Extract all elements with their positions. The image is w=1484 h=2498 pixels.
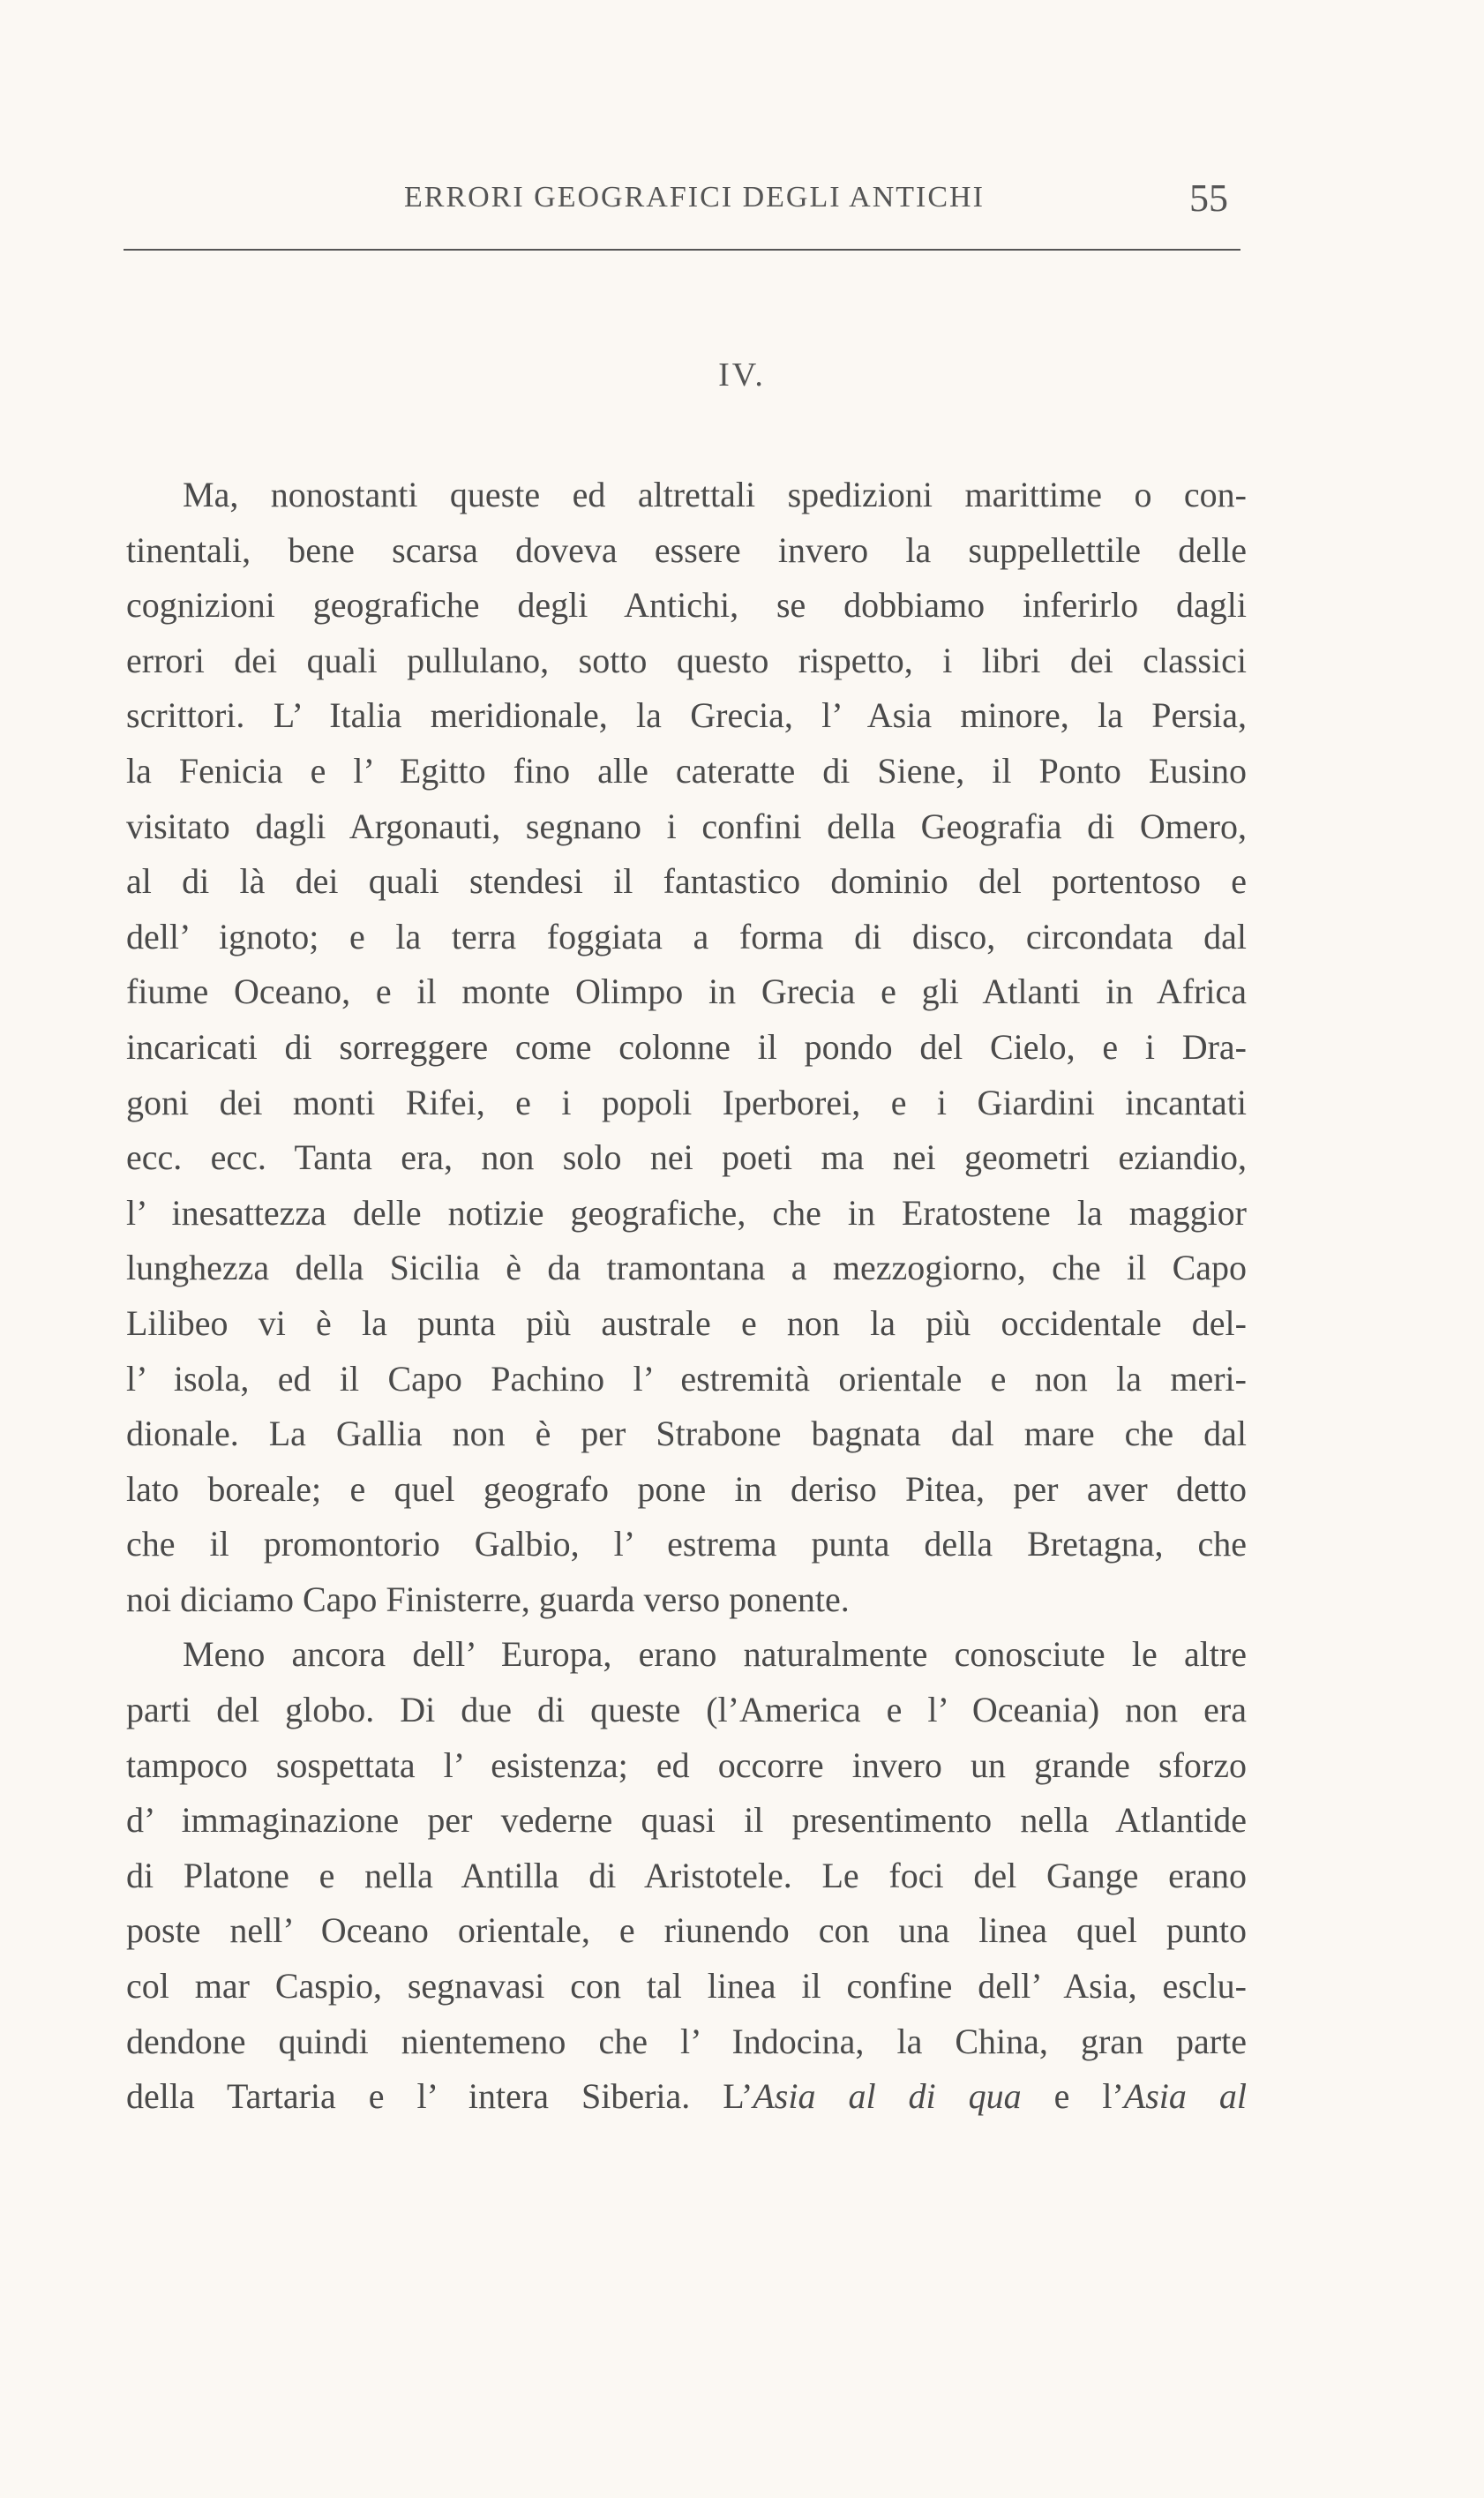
text-line: al di là dei quali stendesi il fantastico dominio del portentoso e [126, 861, 1247, 902]
text-line: Lilibeo vi è la punta più australe e non la più occidentale del- [126, 1302, 1247, 1343]
header-rule [124, 249, 1240, 251]
text-line: ecc. ecc. Tanta era, non solo nei poeti ma nei geometri eziandio, [126, 1137, 1247, 1178]
text-line: incaricati di sorreggere come colonne il pondo del Cielo, e i Dra- [126, 1026, 1247, 1067]
text-line: col mar Caspio, segnavasi con tal linea il confine dell’ Asia, esclu- [126, 1966, 1247, 2007]
text-line: d’ immaginazione per vederne quasi il presentimento nella Atlantide [126, 1800, 1247, 1841]
text-line: Ma, nonostanti queste ed altrettali spedizioni marittime o con- [183, 475, 1247, 514]
page-number: 55 [1189, 176, 1228, 220]
text-line: errori dei quali pullulano, sotto questo rispetto, i libri dei classici [126, 640, 1247, 680]
text-line: fiume Oceano, e il monte Olimpo in Grecia e gli Atlanti in Africa [126, 971, 1247, 1012]
text-line: poste nell’ Oceano orientale, e riunendo con una linea quel punto [126, 1910, 1247, 1951]
text-line-final [126, 2069, 1247, 2125]
final-line-middle: e l’ [1021, 2076, 1124, 2117]
text-line: scrittori. L’ Italia meridionale, la Grecia, l’ Asia minore, la Persia, [126, 695, 1247, 736]
final-line-roman: della Tartaria e l’ intera Siberia. L’ [126, 2076, 753, 2117]
text-line: noi diciamo Capo Finisterre, guarda verso ponente. [126, 1579, 850, 1619]
text-line: dionale. La Gallia non è per Strabone bagnata dal mare che dal [126, 1414, 1247, 1454]
text-line: visitato dagli Argonauti, segnano i confini della Geografia di Omero, [126, 806, 1247, 846]
section-number: IV. [718, 356, 766, 394]
text-line: parti del globo. Di due di queste (l’America e l’ Oceania) non era [126, 1690, 1247, 1730]
final-line-italic-1: Asia al di qua [753, 2076, 1022, 2117]
text-line: che il promontorio Galbio, l’ estrema punta della Bretagna, che [126, 1524, 1247, 1564]
body-text [126, 468, 1247, 2125]
text-line: di Platone e nella Antilla di Aristotele. Le foci del Gange erano [126, 1855, 1247, 1895]
running-head [124, 176, 1244, 234]
paragraph-1 [126, 468, 1247, 1627]
text-line: lato boreale; e quel geografo pone in deriso Pitea, per aver detto [126, 1468, 1247, 1509]
text-line: lunghezza della Sicilia è da tramontana a mezzogiorno, che il Capo [126, 1248, 1247, 1288]
text-line: dell’ ignoto; e la terra foggiata a forma di disco, circondata dal [126, 916, 1247, 956]
text-line: goni dei monti Rifei, e i popoli Iperborei, e i Giardini incantati [126, 1082, 1247, 1122]
final-line-italic-2: Asia al [1123, 2076, 1247, 2117]
text-line: l’ inesattezza delle notizie geografiche, che in Eratostene la maggior [126, 1192, 1247, 1233]
text-line: tampoco sospettata l’ esistenza; ed occorre invero un grande sforzo [126, 1744, 1247, 1785]
text-line: la Fenicia e l’ Egitto fino alle cateratte di Siene, il Ponto Eusino [126, 750, 1247, 791]
text-line: cognizioni geografiche degli Antichi, se dobbiamo inferirlo dagli [126, 585, 1247, 626]
running-title: ERRORI GEOGRAFICI DEGLI ANTICHI [404, 181, 985, 214]
text-line: tinentali, bene scarsa doveva essere invero la suppellettile delle [126, 529, 1247, 570]
paragraph-2 [126, 1627, 1247, 2069]
text-line: l’ isola, ed il Capo Pachino l’ estremità orientale e non la meri- [126, 1358, 1247, 1399]
text-line: dendone quindi nientemeno che l’ Indocina, la China, gran parte [126, 2021, 1247, 2061]
text-line: Meno ancora dell’ Europa, erano naturalmente conosciute le altre [183, 1634, 1247, 1675]
